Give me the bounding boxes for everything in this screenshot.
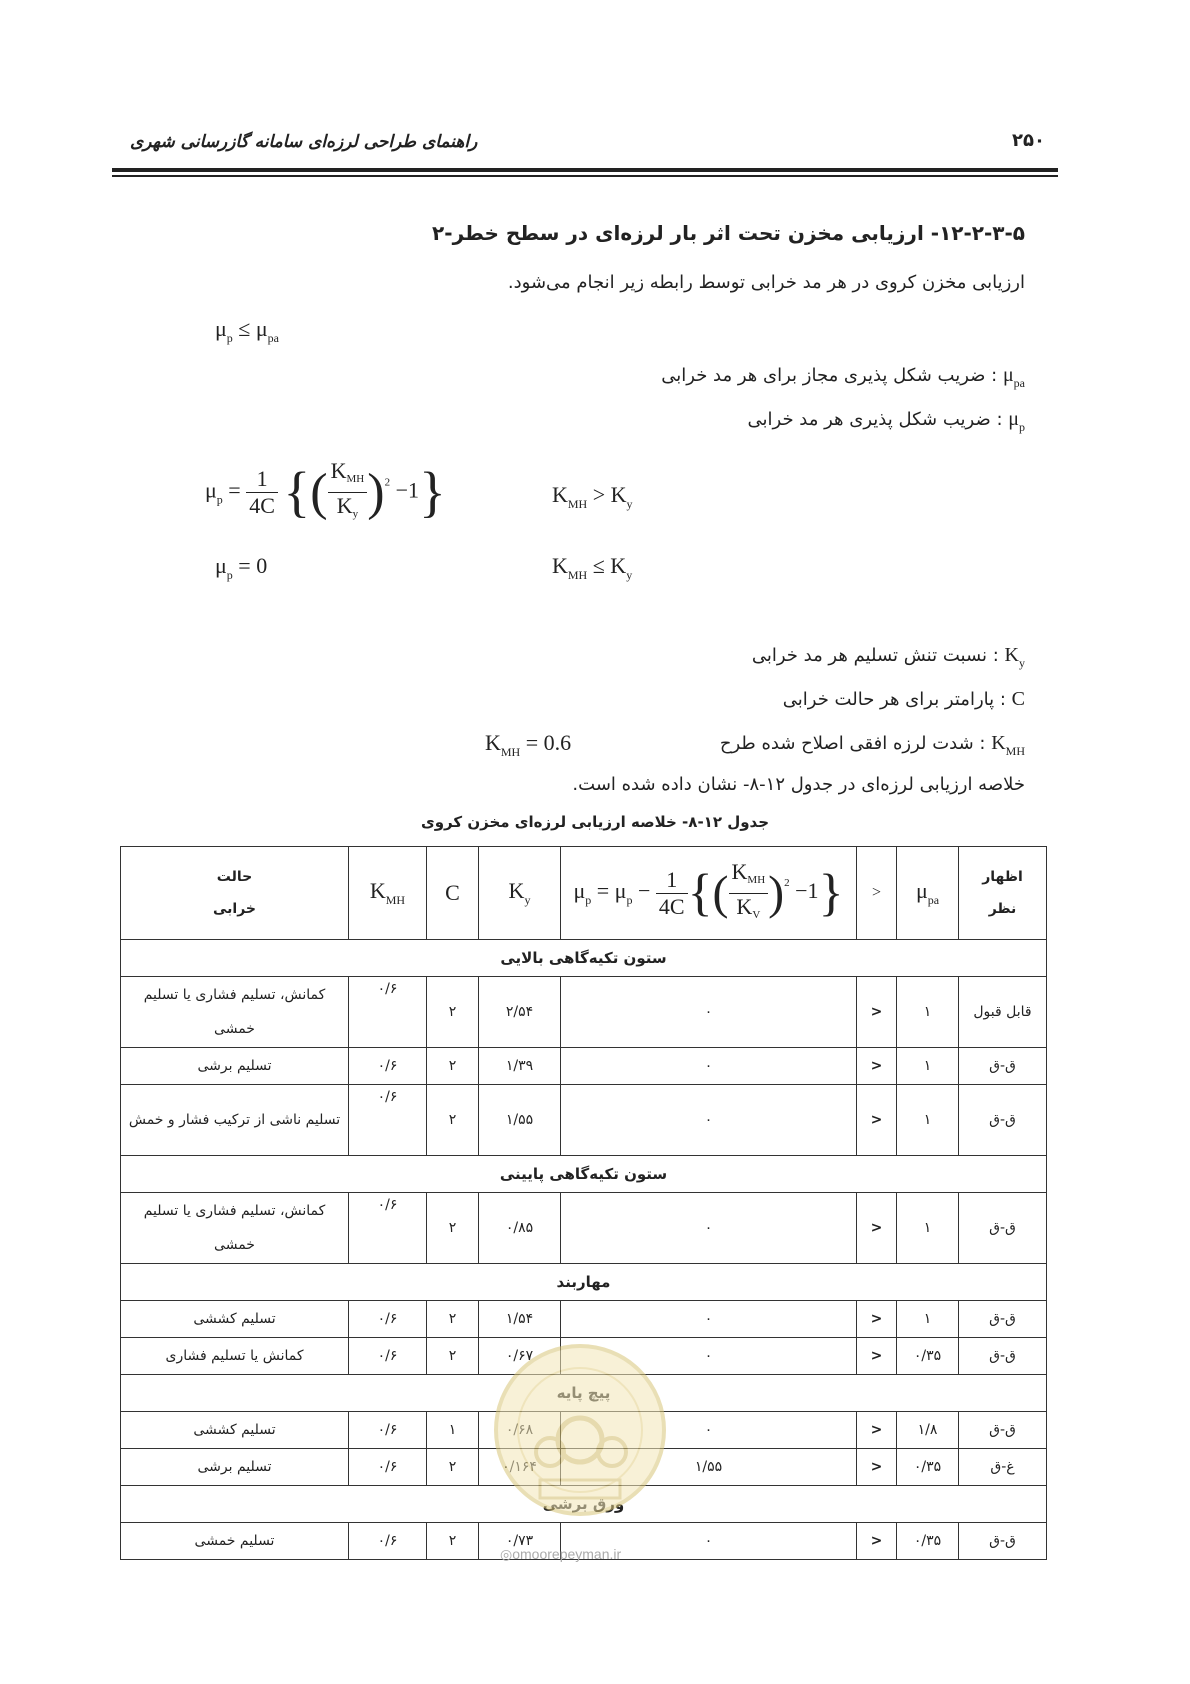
cell-comparison: < — [857, 977, 897, 1048]
cell-opinion: ق-ق — [959, 1338, 1047, 1375]
cell-ky: ۰/۸۵ — [479, 1193, 561, 1264]
definition-ky: $K_y$ : نسبت تنش تسلیم هر مد خرابی — [751, 644, 1025, 670]
ductility-inequality: $\mu_p \le \mu_{pa}$ — [215, 316, 279, 345]
ductility-formula: $\mu_p$ = $\frac{1}{4C}$ {( $\frac{\text{KMH}}{Ky}$ )$^2$ −1} — [205, 458, 446, 524]
cell-comparison: < — [857, 1523, 897, 1560]
cell-c: ۲ — [427, 977, 479, 1048]
cell-mu-pa: ۰/۳۵ — [897, 1449, 959, 1486]
kmh-value: 0.6 — [543, 730, 572, 755]
cell-opinion: ق-ق — [959, 1048, 1047, 1085]
cell-failure-mode: کمانش یا تسلیم فشاری — [121, 1338, 349, 1375]
cell-comparison: < — [857, 1048, 897, 1085]
cell-mu-pa: ۱ — [897, 1048, 959, 1085]
table-row — [121, 1193, 1047, 1264]
header-comparison: < — [857, 847, 897, 940]
cell-comparison: < — [857, 1085, 897, 1156]
definition-kmh: $K_{MH}$ : شدت لرزه افقی اصلاح شده طرح — [719, 732, 1025, 758]
cell-mu-p: ۰ — [561, 1048, 857, 1085]
table-group-row — [121, 940, 1047, 977]
cell-mu-p: ۰ — [561, 977, 857, 1048]
cell-ky: ۱/۵۵ — [479, 1085, 561, 1156]
cell-c: ۲ — [427, 1449, 479, 1486]
cell-c: ۲ — [427, 1301, 479, 1338]
cell-ky: ۲/۵۴ — [479, 977, 561, 1048]
header-mu-p-formula: $\mu_p = \mu_p$ − $\frac{1}{4C}$ {( $\frac{\text{KMH}}{KV}$ )$^2$ −1} — [561, 847, 857, 940]
table-row — [121, 1301, 1047, 1338]
table-row — [121, 1085, 1047, 1156]
cell-mu-p: ۰ — [561, 1523, 857, 1560]
cell-kmh: ۰/۶ — [349, 1048, 427, 1085]
definition-c-text: پارامتر برای هر حالت خرابی — [782, 689, 995, 710]
definition-mu-pa-text: ضریب شکل پذیری مجاز برای هر مد خرابی — [661, 365, 986, 386]
cell-opinion: غ-ق — [959, 1449, 1047, 1486]
table-row — [121, 1048, 1047, 1085]
cell-kmh: ۰/۶ — [349, 1193, 427, 1264]
kmh-value-equation: $K_{MH} = 0.6$ — [485, 730, 572, 759]
cell-kmh: ۰/۶ — [349, 977, 427, 1048]
cell-mu-pa: ۱/۸ — [897, 1412, 959, 1449]
cell-opinion: ق-ق — [959, 1193, 1047, 1264]
condition-greater: $K_{MH} > K_y$ — [552, 482, 633, 511]
cell-mu-pa: ۱ — [897, 977, 959, 1048]
cell-kmh: ۰/۶ — [349, 1338, 427, 1375]
cell-mu-p: ۰ — [561, 1301, 857, 1338]
table-caption: جدول ۱۲-۸- خلاصه ارزیابی لرزه‌ای مخزن کروی — [420, 813, 770, 831]
table-row — [121, 977, 1047, 1048]
cell-opinion: ق-ق — [959, 1085, 1047, 1156]
cell-failure-mode: کمانش، تسلیم فشاری یا تسلیم خمشی — [121, 977, 349, 1048]
header-mu-pa: $\mu_{pa}$ — [897, 847, 959, 940]
cell-opinion: ق-ق — [959, 1301, 1047, 1338]
table-header-row — [121, 847, 1047, 940]
definition-kmh-text: شدت لرزه افقی اصلاح شده طرح — [719, 733, 974, 754]
cell-mu-pa: ۰/۳۵ — [897, 1523, 959, 1560]
header-ky: $K_y$ — [479, 847, 561, 940]
definition-c: C : پارامتر برای هر حالت خرابی — [782, 688, 1025, 710]
cell-kmh: ۰/۶ — [349, 1085, 427, 1156]
watermark-seal — [490, 1340, 670, 1520]
cell-comparison: < — [857, 1193, 897, 1264]
cell-failure-mode: تسلیم کششی — [121, 1412, 349, 1449]
definition-ky-text: نسبت تنش تسلیم هر مد خرابی — [751, 645, 988, 666]
cell-opinion: ق-ق — [959, 1412, 1047, 1449]
cell-failure-mode: تسلیم ناشی از ترکیب فشار و خمش — [121, 1085, 349, 1156]
header-opinion: اظهار نظر — [959, 847, 1047, 940]
cell-mu-p: ۰ — [561, 1193, 857, 1264]
page-number: ۲۵۰ — [1012, 130, 1045, 151]
cell-kmh: ۰/۶ — [349, 1412, 427, 1449]
condition-less-equal: $K_{MH} \le K_y$ — [552, 553, 633, 582]
cell-mu-p: ۰ — [561, 1085, 857, 1156]
cell-mu-p: ۱/۵۵ — [561, 1449, 857, 1486]
table-group-row — [121, 1264, 1047, 1301]
cell-opinion: ق-ق — [959, 1523, 1047, 1560]
cell-c: ۱ — [427, 1412, 479, 1449]
table-group-row — [121, 1156, 1047, 1193]
ductility-zero-value: 0 — [256, 553, 268, 578]
group-title: ستون تکیه‌گاهی بالایی — [121, 940, 1047, 977]
cell-ky: ۰/۶۷ — [479, 1338, 561, 1375]
running-header-title: راهنمای طراحی لرزه‌ای سامانه گازرسانی شهری — [130, 132, 478, 152]
cell-ky: ۱/۵۴ — [479, 1301, 561, 1338]
cell-mu-pa: ۱ — [897, 1085, 959, 1156]
header-c: C — [427, 847, 479, 940]
cell-failure-mode: تسلیم برشی — [121, 1449, 349, 1486]
cell-c: ۲ — [427, 1338, 479, 1375]
definition-mu-p-text: ضریب شکل پذیری هر مد خرابی — [747, 409, 991, 430]
group-title: مهاربند — [121, 1264, 1047, 1301]
cell-kmh: ۰/۶ — [349, 1301, 427, 1338]
summary-paragraph: خلاصه ارزیابی لرزه‌ای در جدول ۱۲-۸- نشان داده شده است. — [572, 774, 1025, 795]
watermark-url: ◎omoorepeyman.ir — [500, 1546, 622, 1562]
intro-paragraph: ارزیابی مخزن کروی در هر مد خرابی توسط رابطه زیر انجام می‌شود. — [507, 272, 1025, 293]
cell-c: ۲ — [427, 1048, 479, 1085]
cell-ky: ۱/۳۹ — [479, 1048, 561, 1085]
cell-comparison: < — [857, 1412, 897, 1449]
cell-mu-pa: ۱ — [897, 1301, 959, 1338]
header-failure-mode: حالت خرابی — [121, 847, 349, 940]
definition-mu-p: $\mu_p$ : ضریب شکل پذیری هر مد خرابی — [747, 408, 1025, 434]
cell-failure-mode: تسلیم خمشی — [121, 1523, 349, 1560]
header-rule-thick — [112, 168, 1058, 172]
definition-mu-pa: $\mu_{pa}$ : ضریب شکل پذیری مجاز برای هر مد خرابی — [661, 364, 1025, 390]
header-kmh: $K_{MH}$ — [349, 847, 427, 940]
ductility-zero: $\mu_p = 0$ — [215, 553, 268, 582]
cell-kmh: ۰/۶ — [349, 1449, 427, 1486]
cell-opinion: قابل قبول — [959, 977, 1047, 1048]
cell-c: ۲ — [427, 1523, 479, 1560]
cell-mu-pa: ۰/۳۵ — [897, 1338, 959, 1375]
cell-mu-p: ۰ — [561, 1412, 857, 1449]
header-rule-thin — [112, 175, 1058, 177]
cell-c: ۲ — [427, 1193, 479, 1264]
cell-ky: ۰/۷۳ — [479, 1523, 561, 1560]
cell-comparison: < — [857, 1449, 897, 1486]
cell-mu-p: ۰ — [561, 1338, 857, 1375]
cell-failure-mode: تسلیم برشی — [121, 1048, 349, 1085]
cell-kmh: ۰/۶ — [349, 1523, 427, 1560]
cell-failure-mode: کمانش، تسلیم فشاری یا تسلیم خمشی — [121, 1193, 349, 1264]
cell-failure-mode: تسلیم کششی — [121, 1301, 349, 1338]
group-title: ستون تکیه‌گاهی پایینی — [121, 1156, 1047, 1193]
cell-comparison: < — [857, 1301, 897, 1338]
cell-c: ۲ — [427, 1085, 479, 1156]
cell-mu-pa: ۱ — [897, 1193, 959, 1264]
cell-comparison: < — [857, 1338, 897, 1375]
section-heading: ۱۲-۲-۳-۵- ارزیابی مخزن تحت اثر بار لرزه‌ای در سطح خطر-۲ — [432, 221, 1025, 245]
